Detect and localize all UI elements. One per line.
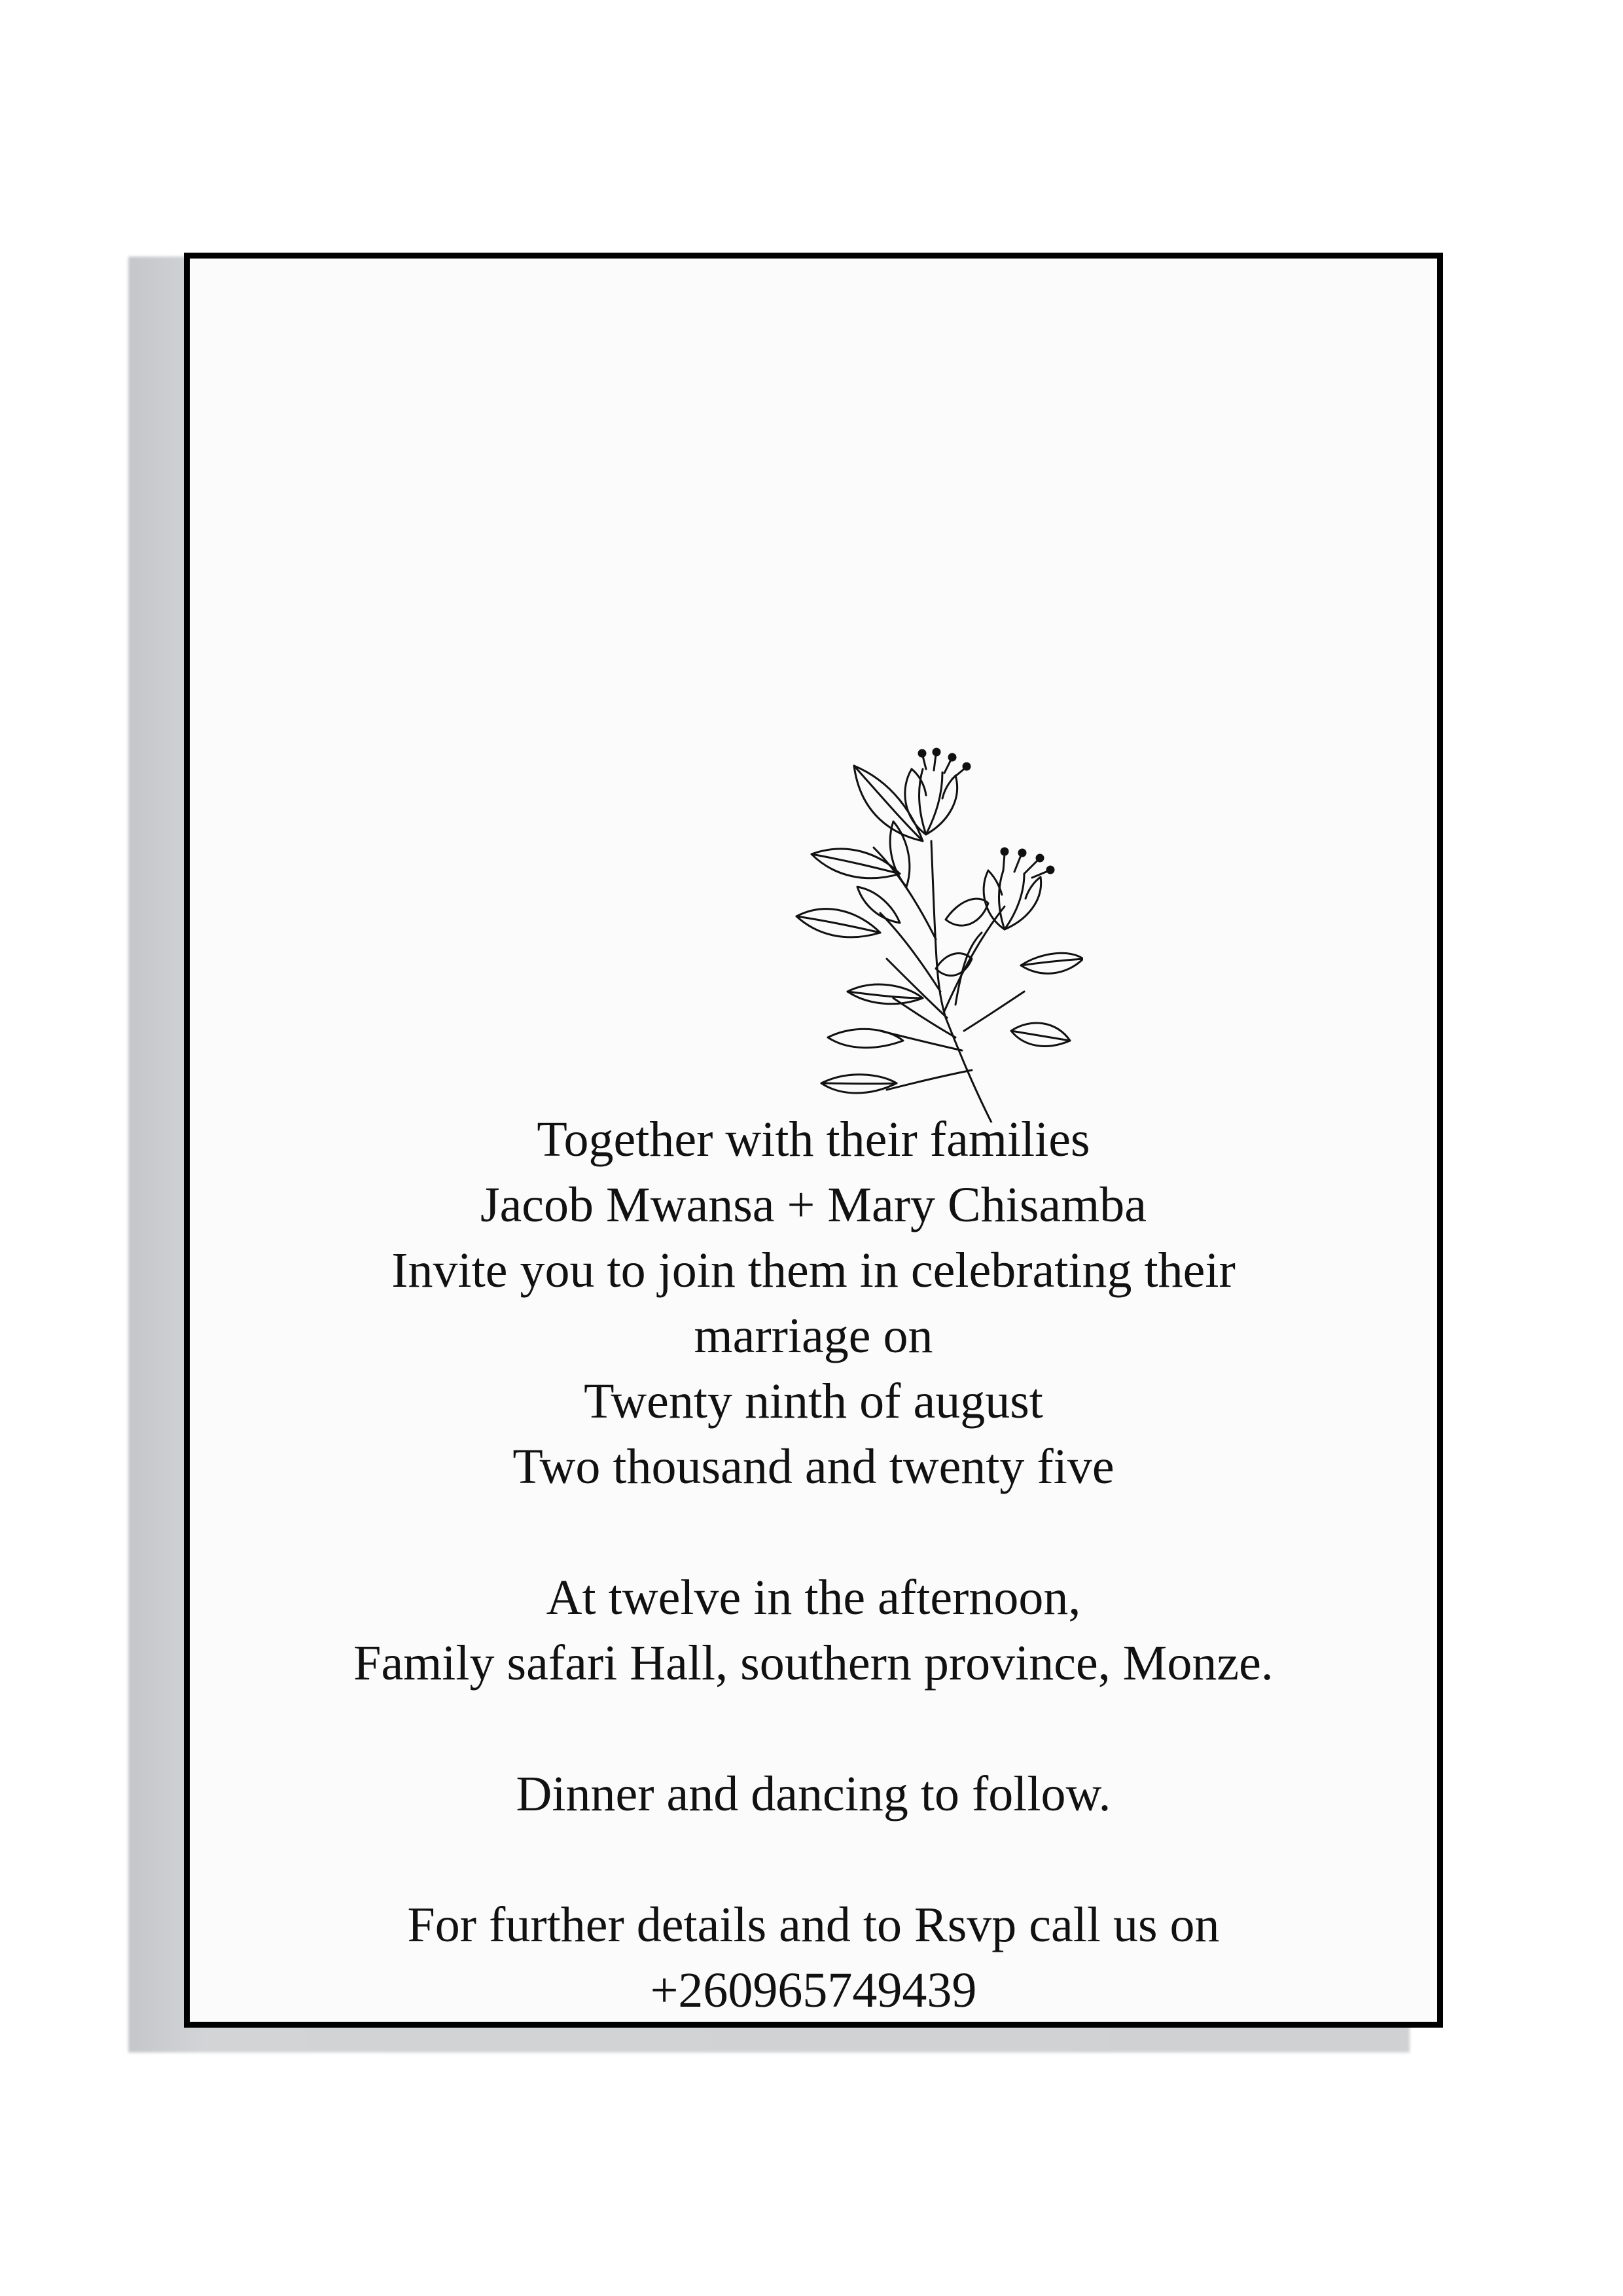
year-line: Two thousand and twenty five (512, 1439, 1115, 1494)
intro-line: Together with their families (537, 1112, 1090, 1167)
floral-sprig-icon (795, 743, 1083, 1122)
spacer (190, 1499, 1437, 1565)
invitation-text (190, 1107, 1437, 2023)
couple-names: Jacob Mwansa + Mary Chisamba (480, 1177, 1147, 1232)
invite-line: Invite you to join them in celebrating their (391, 1243, 1236, 1298)
spacer (190, 1696, 1437, 1761)
phone-number: +260965749439 (650, 1963, 977, 2018)
dinner-line: Dinner and dancing to follow. (516, 1767, 1111, 1821)
invitation-card (184, 253, 1443, 2028)
spacer (190, 1827, 1437, 1892)
venue-line: Family safari Hall, southern province, Monze. (353, 1636, 1274, 1691)
date-line: Twenty ninth of august (584, 1374, 1043, 1429)
time-line: At twelve in the afternoon, (546, 1570, 1081, 1625)
rsvp-line: For further details and to Rsvp call us on (407, 1897, 1220, 1952)
invite-line-continued: marriage on (694, 1308, 933, 1363)
